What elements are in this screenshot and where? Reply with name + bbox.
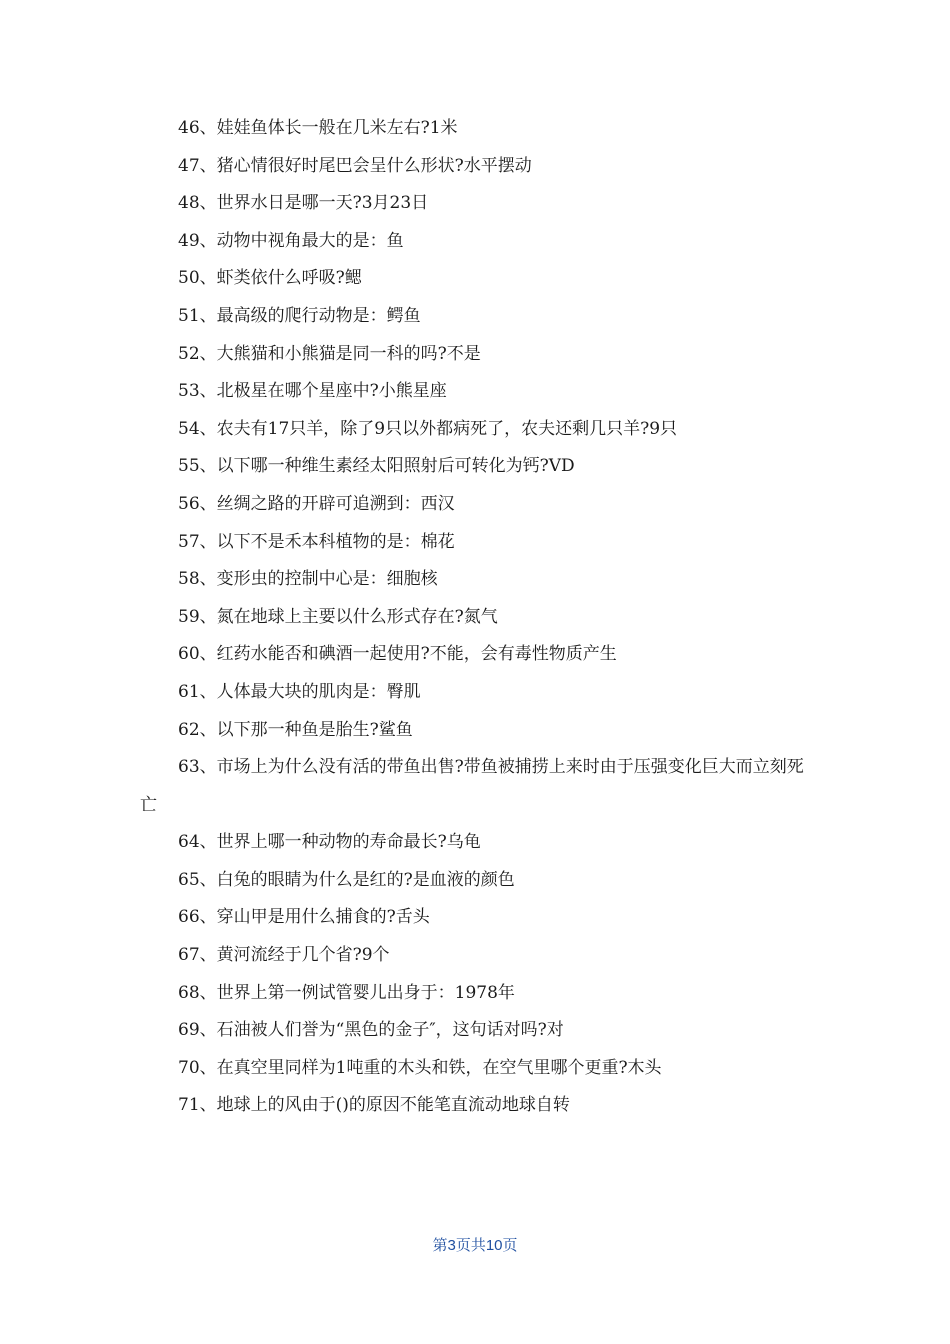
qa-item-51: 51、最高级的爬行动物是：鳄鱼 — [178, 305, 421, 326]
qa-item-59: 59、氮在地球上主要以什么形式存在?氮气 — [178, 606, 498, 627]
qa-item-63: 63、市场上为什么没有活的带鱼出售?带鱼被捕捞上来时由于压强变化巨大而立刻死亡 — [140, 757, 804, 815]
qa-item-61: 61、人体最大块的肌肉是：臀肌 — [178, 681, 421, 702]
page-number-footer: 第3页共10页 — [432, 1237, 518, 1254]
qa-item-65: 65、白兔的眼睛为什么是红的?是血液的颜色 — [178, 869, 515, 890]
qa-item-68: 68、世界上第一例试管婴儿出身于：1978年 — [178, 982, 515, 1003]
qa-item-57: 57、以下不是禾本科植物的是：棉花 — [178, 531, 455, 552]
qa-item-67: 67、黄河流经于几个省?9个 — [178, 945, 390, 966]
qa-item-58: 58、变形虫的控制中心是：细胞核 — [178, 569, 438, 590]
qa-list — [140, 110, 820, 1125]
qa-item-49: 49、动物中视角最大的是：鱼 — [178, 230, 404, 251]
qa-item-46: 46、娃娃鱼体长一般在几米左右?1米 — [178, 118, 458, 138]
qa-item-69: 69、石油被人们誉为“黑色的金子″，这句话对吗?对 — [178, 1020, 564, 1041]
qa-item-53: 53、北极星在哪个星座中?小熊星座 — [178, 381, 447, 402]
qa-item-55: 55、以下哪一种维生素经太阳照射后可转化为钙?VD — [178, 456, 575, 477]
qa-item-66: 66、穿山甲是用什么捕食的?舌头 — [178, 907, 430, 928]
qa-item-48: 48、世界水日是哪一天?3月23日 — [178, 193, 429, 214]
qa-item-60: 60、红药水能否和碘酒一起使用?不能，会有毒性物质产生 — [178, 644, 617, 665]
qa-item-56: 56、丝绸之路的开辟可追溯到：西汉 — [178, 493, 455, 514]
qa-item-70: 70、在真空里同样为1吨重的木头和铁，在空气里哪个更重?木头 — [178, 1057, 662, 1078]
qa-item-62: 62、以下那一种鱼是胎生?鲨鱼 — [178, 719, 413, 740]
qa-item-54: 54、农夫有17只羊，除了9只以外都病死了，农夫还剩几只羊?9只 — [178, 418, 678, 439]
qa-item-71: 71、地球上的风由于()的原因不能笔直流动地球自转 — [178, 1095, 570, 1116]
qa-item-47: 47、猪心情很好时尾巴会呈什么形状?水平摆动 — [178, 155, 532, 176]
qa-item-64: 64、世界上哪一种动物的寿命最长?乌龟 — [178, 832, 481, 853]
qa-item-50: 50、虾类依什么呼吸?鳃 — [178, 268, 362, 289]
qa-item-52: 52、大熊猫和小熊猫是同一科的吗?不是 — [178, 343, 481, 364]
